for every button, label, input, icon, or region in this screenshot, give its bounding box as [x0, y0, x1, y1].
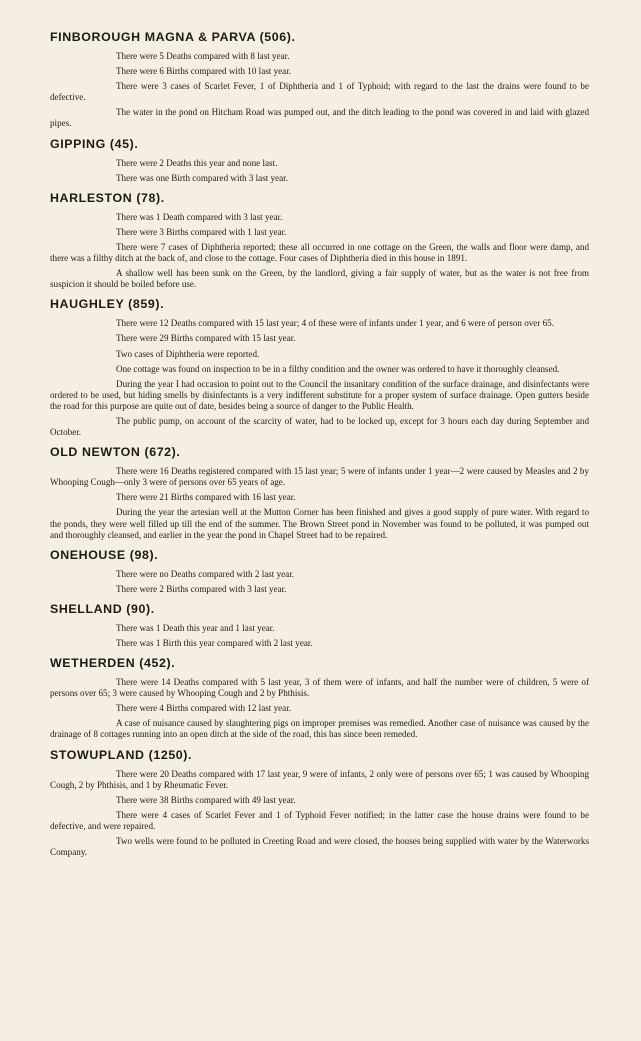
section-heading: OLD NEWTON (672).	[50, 445, 181, 460]
paragraph: The public pump, on account of the scarcity of water, had to be locked up, except for 3 hours each day during September and October.	[50, 415, 589, 438]
paragraph: There were 29 Births compared with 15 last year.	[116, 333, 296, 344]
paragraph: There were 3 Births compared with 1 last year.	[116, 226, 287, 237]
paragraph: There were 38 Births compared with 49 last year.	[116, 794, 296, 805]
paragraph: A shallow well has been sunk on the Green, by the landlord, giving a fair supply of water, but as the water is not free from suspicion it should be boiled before use.	[50, 268, 589, 290]
paragraph: There were 21 Births compared with 16 last year.	[116, 492, 296, 503]
paragraph: One cottage was found on inspection to be in a filthy condition and the owner was ordered to have it thoroughly cleansed.	[116, 363, 560, 374]
paragraph: There were 2 Births compared with 3 last year.	[116, 583, 287, 594]
paragraph: There were 6 Births compared with 10 last year.	[116, 66, 291, 77]
paragraph: Two cases of Diphtheria were reported.	[116, 348, 260, 359]
paragraph: There were 7 cases of Diphtheria reported; these all occurred in one cottage on the Green, the walls and floor were damp, and there was a filthy ditch at the back of, and close to the cottage. Four cases of Diphtheria died in this house in 1891.	[50, 241, 589, 264]
section-gipping	[50, 137, 589, 184]
section-shelland	[50, 602, 589, 649]
paragraph: During the year the artesian well at the Mutton Corner has been finished and gives a good supply of pure water. With regard to the ponds, they were well filled up till the end of the summer. The Brown Street pond in November was found to be polluted, it was pumped out and thoroughly cleansed, and earlier in the year the pond in Chapel Street had to be repaired.	[50, 507, 589, 540]
section-haughley	[50, 297, 589, 438]
paragraph: There were 12 Deaths compared with 15 last year; 4 of these were of infants under 1 year, and 6 were of person over 65.	[116, 318, 554, 329]
section-wetherden	[50, 656, 589, 740]
paragraph: There were 20 Deaths compared with 17 last year, 9 were of infants, 2 only were of persons over 65; 1 was caused by Whooping Cough, 2 by Phthisis, and 1 by Rheumatic Fever.	[50, 768, 589, 790]
paragraph: Two wells were found to be polluted in Creeting Road and were closed, the houses being supplied with water by the Waterworks Company.	[50, 836, 589, 858]
paragraph: There were 2 Deaths this year and none last.	[116, 157, 278, 168]
paragraph: There were 16 Deaths registered compared with 15 last year; 5 were of infants under 1 year—2 were caused by Measles and 2 by Whooping Cough—only 3 were of persons over 65 years of age.	[50, 466, 589, 488]
section-finborough	[50, 30, 589, 130]
paragraph: There were 5 Deaths compared with 8 last year.	[116, 51, 290, 61]
section-heading: FINBOROUGH MAGNA & PARVA (506).	[50, 30, 296, 44]
paragraph: There were 4 Births compared with 12 last year.	[116, 703, 291, 714]
paragraph: During the year I had occasion to point out to the Council the insanitary condition of the surface drainage, and disinfectants were ordered to be used, but hiding smells by disinfectants is a very indifferent substitute for a proper system of surface drainage. Open gutters beside the road for this purpose are quite out of date, besides being a source of danger to the Public Health.	[50, 378, 589, 411]
section-harleston	[50, 191, 589, 291]
section-old-newton	[50, 445, 589, 541]
paragraph: There were 3 cases of Scarlet Fever, 1 of Diphtheria and 1 of Typhoid; with regard to the last the drains were found to be defective.	[50, 81, 589, 103]
section-onehouse	[50, 548, 589, 595]
section-heading: HAUGHLEY (859).	[50, 297, 165, 312]
paragraph: There was 1 Death compared with 3 last year.	[116, 211, 283, 222]
section-heading: STOWUPLAND (1250).	[50, 747, 193, 762]
paragraph: There was 1 Death this year and 1 last year.	[116, 622, 275, 633]
section-heading: GIPPING (45).	[50, 136, 139, 151]
paragraph: A case of nuisance caused by slaughtering pigs on improper premises was remedied. Another case of nuisance was caused by the drainage of 8 cottages running into an open ditch at the side of the road, this has since been remeded.	[50, 718, 589, 740]
section-heading: HARLESTON (78).	[50, 190, 165, 205]
paragraph: There were 14 Deaths compared with 5 last year, 3 of them were of infants, and half the number were of children, 5 were of persons over 65; 3 were caused by Whooping Cough and 2 by Phthisis.	[50, 677, 589, 699]
paragraph: There were no Deaths compared with 2 last year.	[116, 568, 295, 579]
paragraph: The water in the pond on Hitcham Road was pumped out, and the ditch leading to the pond was covered in and laid with glazed pipes.	[50, 107, 589, 129]
section-heading: ONEHOUSE (98).	[50, 547, 159, 562]
section-stowupland	[50, 748, 589, 859]
section-heading: SHELLAND (90).	[50, 601, 155, 616]
paragraph: There was 1 Birth this year compared with 2 last year.	[116, 638, 313, 648]
paragraph: There was one Birth compared with 3 last year.	[116, 172, 288, 183]
paragraph: There were 4 cases of Scarlet Fever and 1 of Typhoid Fever notified; in the latter case the house drains were found to be defective, and were repaired.	[50, 809, 589, 831]
section-heading: WETHERDEN (452).	[50, 656, 176, 671]
